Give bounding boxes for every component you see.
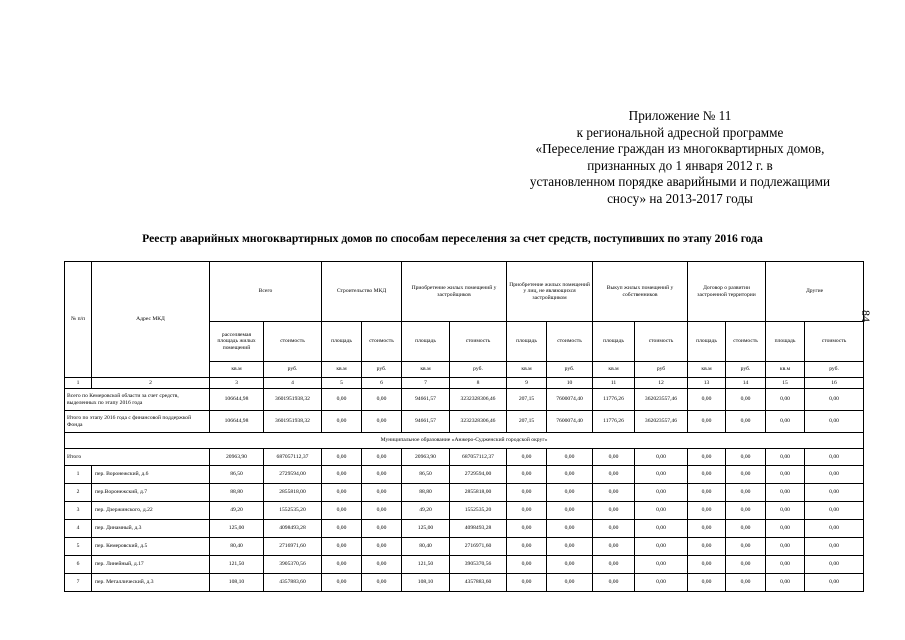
row-value: 0,00 <box>766 502 805 520</box>
total-value: 11776,26 <box>593 389 635 411</box>
row-value: 0,00 <box>507 502 547 520</box>
table-row <box>65 556 864 574</box>
group-header: Строительство МКД <box>322 262 402 322</box>
total-value: 7600074,40 <box>547 411 593 433</box>
row-value: 108,10 <box>402 574 450 592</box>
unit-cell: кв.м <box>322 362 362 378</box>
total-value: 0,00 <box>362 411 402 433</box>
group-header: Договор о развитии застроенной территории <box>688 262 766 322</box>
row-value: 0,00 <box>688 574 726 592</box>
row-value: 4098493,28 <box>450 520 507 538</box>
row-value: 0,00 <box>688 466 726 484</box>
subtotal-value: 687057112,37 <box>450 449 507 466</box>
unit-cell: кв.м <box>593 362 635 378</box>
row-value: 0,00 <box>547 466 593 484</box>
row-value: 0,00 <box>547 538 593 556</box>
total-label: Итого по этапу 2016 года с финансовой поддержкой Фонда <box>65 411 210 433</box>
unit-cell: руб. <box>264 362 322 378</box>
total-value: 0,00 <box>688 411 726 433</box>
sub-header: стоимость <box>635 322 688 362</box>
sub-header: расселяемая площадь жилых помещений <box>210 322 264 362</box>
sub-header: стоимость <box>264 322 322 362</box>
sub-header: стоимость <box>805 322 864 362</box>
column-number: 14 <box>726 378 766 389</box>
row-value: 0,00 <box>635 520 688 538</box>
row-number: 5 <box>65 538 92 556</box>
subtotal-value: 0,00 <box>593 449 635 466</box>
row-number: 7 <box>65 574 92 592</box>
total-value: 207,15 <box>507 411 547 433</box>
row-value: 0,00 <box>635 538 688 556</box>
unit-cell: кв.м <box>688 362 726 378</box>
unit-cell: руб <box>635 362 688 378</box>
row-value: 0,00 <box>507 466 547 484</box>
column-number: 4 <box>264 378 322 389</box>
row-value: 4098493,28 <box>264 520 322 538</box>
appendix-line: признанных до 1 января 2012 г. в <box>587 157 773 173</box>
unit-cell: кв.м <box>402 362 450 378</box>
row-value: 0,00 <box>805 520 864 538</box>
sub-header: стоимость <box>362 322 402 362</box>
row-value: 108,10 <box>210 574 264 592</box>
row-address: пер. Воронежский, д.6 <box>92 466 210 484</box>
row-value: 0,00 <box>805 502 864 520</box>
row-value: 1552535,20 <box>264 502 322 520</box>
total-value: 3232328306,46 <box>450 389 507 411</box>
row-value: 0,00 <box>766 556 805 574</box>
row-value: 80,40 <box>402 538 450 556</box>
total-value: 0,00 <box>322 411 362 433</box>
row-value: 2729594,00 <box>264 466 322 484</box>
total-value: 3601951938,32 <box>264 389 322 411</box>
subtotal-value: 20963,90 <box>210 449 264 466</box>
row-value: 0,00 <box>593 538 635 556</box>
row-value: 0,00 <box>805 538 864 556</box>
subtotal-value: 0,00 <box>635 449 688 466</box>
row-value: 121,50 <box>402 556 450 574</box>
row-address: пер. Линейный, д.17 <box>92 556 210 574</box>
row-value: 0,00 <box>726 466 766 484</box>
subtotal-value: 0,00 <box>805 449 864 466</box>
registry-table <box>64 261 864 592</box>
column-numbers-row <box>65 378 864 389</box>
unit-cell: руб. <box>547 362 593 378</box>
total-value: 94661,57 <box>402 389 450 411</box>
row-value: 0,00 <box>688 484 726 502</box>
row-value: 0,00 <box>688 520 726 538</box>
row-value: 2855818,00 <box>264 484 322 502</box>
total-label: Всего по Кемеровской области за счет средств, выделенных по этапу 2016 года <box>65 389 210 411</box>
municipality-row <box>65 433 864 449</box>
total-value: 0,00 <box>726 389 766 411</box>
row-value: 0,00 <box>805 556 864 574</box>
group-header: Приобретение жилых помещений у лиц, не являющихся застройщиком <box>507 262 593 322</box>
row-value: 0,00 <box>322 466 362 484</box>
row-value: 0,00 <box>726 574 766 592</box>
column-number: 10 <box>547 378 593 389</box>
row-value: 0,00 <box>593 556 635 574</box>
row-value: 0,00 <box>726 502 766 520</box>
total-row-fund <box>65 411 864 433</box>
row-value: 2716971,60 <box>264 538 322 556</box>
sub-header: площадь <box>322 322 362 362</box>
row-value: 2729594,00 <box>450 466 507 484</box>
group-header: Приобретение жилых помещений у застройщиков <box>402 262 507 322</box>
total-value: 207,15 <box>507 389 547 411</box>
row-value: 4357883,60 <box>450 574 507 592</box>
row-value: 125,00 <box>210 520 264 538</box>
column-number: 15 <box>766 378 805 389</box>
row-value: 0,00 <box>593 520 635 538</box>
row-value: 0,00 <box>766 520 805 538</box>
row-value: 0,00 <box>593 484 635 502</box>
total-value: 0,00 <box>805 389 864 411</box>
sub-header: стоимость <box>547 322 593 362</box>
group-header: Другие <box>766 262 864 322</box>
row-value: 0,00 <box>805 484 864 502</box>
total-value: 11776,26 <box>593 411 635 433</box>
col-address-header: Адрес МКД <box>92 262 210 378</box>
row-value: 88,80 <box>210 484 264 502</box>
column-number: 12 <box>635 378 688 389</box>
row-value: 0,00 <box>726 484 766 502</box>
row-value: 86,50 <box>210 466 264 484</box>
subtotal-value: 0,00 <box>322 449 362 466</box>
sub-header: стоимость <box>450 322 507 362</box>
row-value: 0,00 <box>322 574 362 592</box>
total-value: 106644,98 <box>210 411 264 433</box>
row-value: 0,00 <box>547 520 593 538</box>
total-value: 7600074,40 <box>547 389 593 411</box>
row-value: 80,40 <box>210 538 264 556</box>
subtotal-value: 20963,90 <box>402 449 450 466</box>
sub-header: площадь <box>507 322 547 362</box>
row-value: 0,00 <box>507 574 547 592</box>
row-value: 0,00 <box>507 484 547 502</box>
row-value: 0,00 <box>322 538 362 556</box>
row-address: пер. Кемеровский, д.5 <box>92 538 210 556</box>
appendix-line: «Переселение граждан из многоквартирных домов, <box>535 141 825 157</box>
registry-title: Реестр аварийных многоквартирных домов по способам переселения за счет средств, поступивших по этапу 2016 года <box>142 232 763 245</box>
row-value: 49,20 <box>402 502 450 520</box>
row-value: 49,20 <box>210 502 264 520</box>
row-value: 0,00 <box>766 484 805 502</box>
column-number: 3 <box>210 378 264 389</box>
row-value: 0,00 <box>547 556 593 574</box>
row-address: пер. Дзержинского, д.22 <box>92 502 210 520</box>
row-value: 0,00 <box>362 538 402 556</box>
total-value: 0,00 <box>322 389 362 411</box>
row-value: 0,00 <box>766 538 805 556</box>
unit-cell: кв.м <box>766 362 805 378</box>
row-value: 0,00 <box>726 520 766 538</box>
total-value: 362023557,46 <box>635 411 688 433</box>
sub-header: площадь <box>402 322 450 362</box>
row-number: 4 <box>65 520 92 538</box>
row-value: 2716971,60 <box>450 538 507 556</box>
row-value: 0,00 <box>688 502 726 520</box>
municipality-label: Муниципальное образование «Анжеро-Судженский городской округ» <box>65 433 864 449</box>
row-value: 0,00 <box>322 502 362 520</box>
row-value: 0,00 <box>547 502 593 520</box>
row-value: 88,80 <box>402 484 450 502</box>
row-value: 2855818,00 <box>450 484 507 502</box>
row-value: 0,00 <box>635 466 688 484</box>
unit-cell: руб. <box>362 362 402 378</box>
row-value: 0,00 <box>362 520 402 538</box>
row-address: пер.Воронежский, д.7 <box>92 484 210 502</box>
appendix-line: установленном порядке аварийными и подлежащими <box>529 174 831 190</box>
appendix-line: Приложение № 11 <box>628 108 732 123</box>
row-value: 3905370,56 <box>264 556 322 574</box>
row-value: 0,00 <box>322 520 362 538</box>
subtotal-label: Итого <box>65 449 210 466</box>
total-row-region <box>65 389 864 411</box>
group-header: Всего <box>210 262 322 322</box>
row-value: 0,00 <box>547 574 593 592</box>
subtotal-value: 0,00 <box>507 449 547 466</box>
total-value: 0,00 <box>766 389 805 411</box>
row-value: 125,00 <box>402 520 450 538</box>
row-number: 2 <box>65 484 92 502</box>
table-row <box>65 538 864 556</box>
sub-header: площадь <box>688 322 726 362</box>
column-number: 8 <box>450 378 507 389</box>
table-row <box>65 520 864 538</box>
subtotal-value: 0,00 <box>726 449 766 466</box>
unit-cell: руб. <box>726 362 766 378</box>
row-value: 0,00 <box>635 484 688 502</box>
unit-cell: руб. <box>450 362 507 378</box>
row-value: 0,00 <box>547 484 593 502</box>
row-value: 0,00 <box>726 556 766 574</box>
table-row <box>65 574 864 592</box>
row-value: 0,00 <box>362 484 402 502</box>
row-value: 0,00 <box>322 484 362 502</box>
house-rows <box>65 466 864 592</box>
column-number: 6 <box>362 378 402 389</box>
total-value: 0,00 <box>726 411 766 433</box>
row-address: пер. Динамный, д.3 <box>92 520 210 538</box>
subtotal-row <box>65 449 864 466</box>
subtotal-value: 0,00 <box>688 449 726 466</box>
row-value: 86,50 <box>402 466 450 484</box>
appendix-header <box>470 108 890 208</box>
total-value: 0,00 <box>805 411 864 433</box>
row-value: 4357883,60 <box>264 574 322 592</box>
row-value: 1552535,20 <box>450 502 507 520</box>
row-address: пер. Металлический, д.3 <box>92 574 210 592</box>
row-value: 0,00 <box>805 574 864 592</box>
row-value: 0,00 <box>635 502 688 520</box>
row-value: 0,00 <box>507 556 547 574</box>
total-value: 94661,57 <box>402 411 450 433</box>
page-number: 84 <box>859 310 873 322</box>
subtotal-value: 0,00 <box>766 449 805 466</box>
total-value: 362023557,46 <box>635 389 688 411</box>
row-value: 0,00 <box>726 538 766 556</box>
sub-header: площадь <box>766 322 805 362</box>
unit-cell: руб. <box>805 362 864 378</box>
sub-header: площадь <box>593 322 635 362</box>
row-number: 1 <box>65 466 92 484</box>
row-value: 3905370,56 <box>450 556 507 574</box>
table-row <box>65 466 864 484</box>
group-header: Выкуп жилых помещений у собственников <box>593 262 688 322</box>
total-value: 0,00 <box>362 389 402 411</box>
column-number: 5 <box>322 378 362 389</box>
appendix-line: к региональной адресной программе <box>576 124 784 140</box>
row-value: 0,00 <box>593 502 635 520</box>
row-value: 0,00 <box>635 556 688 574</box>
row-value: 0,00 <box>362 556 402 574</box>
subtotal-value: 0,00 <box>362 449 402 466</box>
subtotal-value: 687057112,37 <box>264 449 322 466</box>
row-value: 0,00 <box>322 556 362 574</box>
row-value: 0,00 <box>766 574 805 592</box>
row-value: 0,00 <box>593 466 635 484</box>
row-value: 0,00 <box>688 538 726 556</box>
row-number: 3 <box>65 502 92 520</box>
unit-cell: кв.м <box>210 362 264 378</box>
row-value: 0,00 <box>593 574 635 592</box>
sub-header: стоимость <box>726 322 766 362</box>
table-row <box>65 502 864 520</box>
total-value: 106644,98 <box>210 389 264 411</box>
row-value: 0,00 <box>507 520 547 538</box>
row-value: 121,50 <box>210 556 264 574</box>
appendix-line: сносу» на 2013-2017 годы <box>607 190 753 206</box>
unit-cell: кв.м <box>507 362 547 378</box>
row-value: 0,00 <box>362 574 402 592</box>
row-value: 0,00 <box>688 556 726 574</box>
row-value: 0,00 <box>805 466 864 484</box>
column-number: 7 <box>402 378 450 389</box>
total-value: 0,00 <box>688 389 726 411</box>
col-number-header: № п/п <box>65 262 92 378</box>
total-value: 0,00 <box>766 411 805 433</box>
row-value: 0,00 <box>362 466 402 484</box>
row-number: 6 <box>65 556 92 574</box>
total-value: 3601951938,32 <box>264 411 322 433</box>
subtotal-value: 0,00 <box>547 449 593 466</box>
column-number: 1 <box>65 378 92 389</box>
table-row <box>65 484 864 502</box>
column-number: 11 <box>593 378 635 389</box>
total-value: 3232328306,46 <box>450 411 507 433</box>
column-number: 9 <box>507 378 547 389</box>
row-value: 0,00 <box>766 466 805 484</box>
group-header-row <box>65 262 864 322</box>
row-value: 0,00 <box>635 574 688 592</box>
column-number: 2 <box>92 378 210 389</box>
column-number: 16 <box>805 378 864 389</box>
row-value: 0,00 <box>362 502 402 520</box>
column-number: 13 <box>688 378 726 389</box>
row-value: 0,00 <box>507 538 547 556</box>
